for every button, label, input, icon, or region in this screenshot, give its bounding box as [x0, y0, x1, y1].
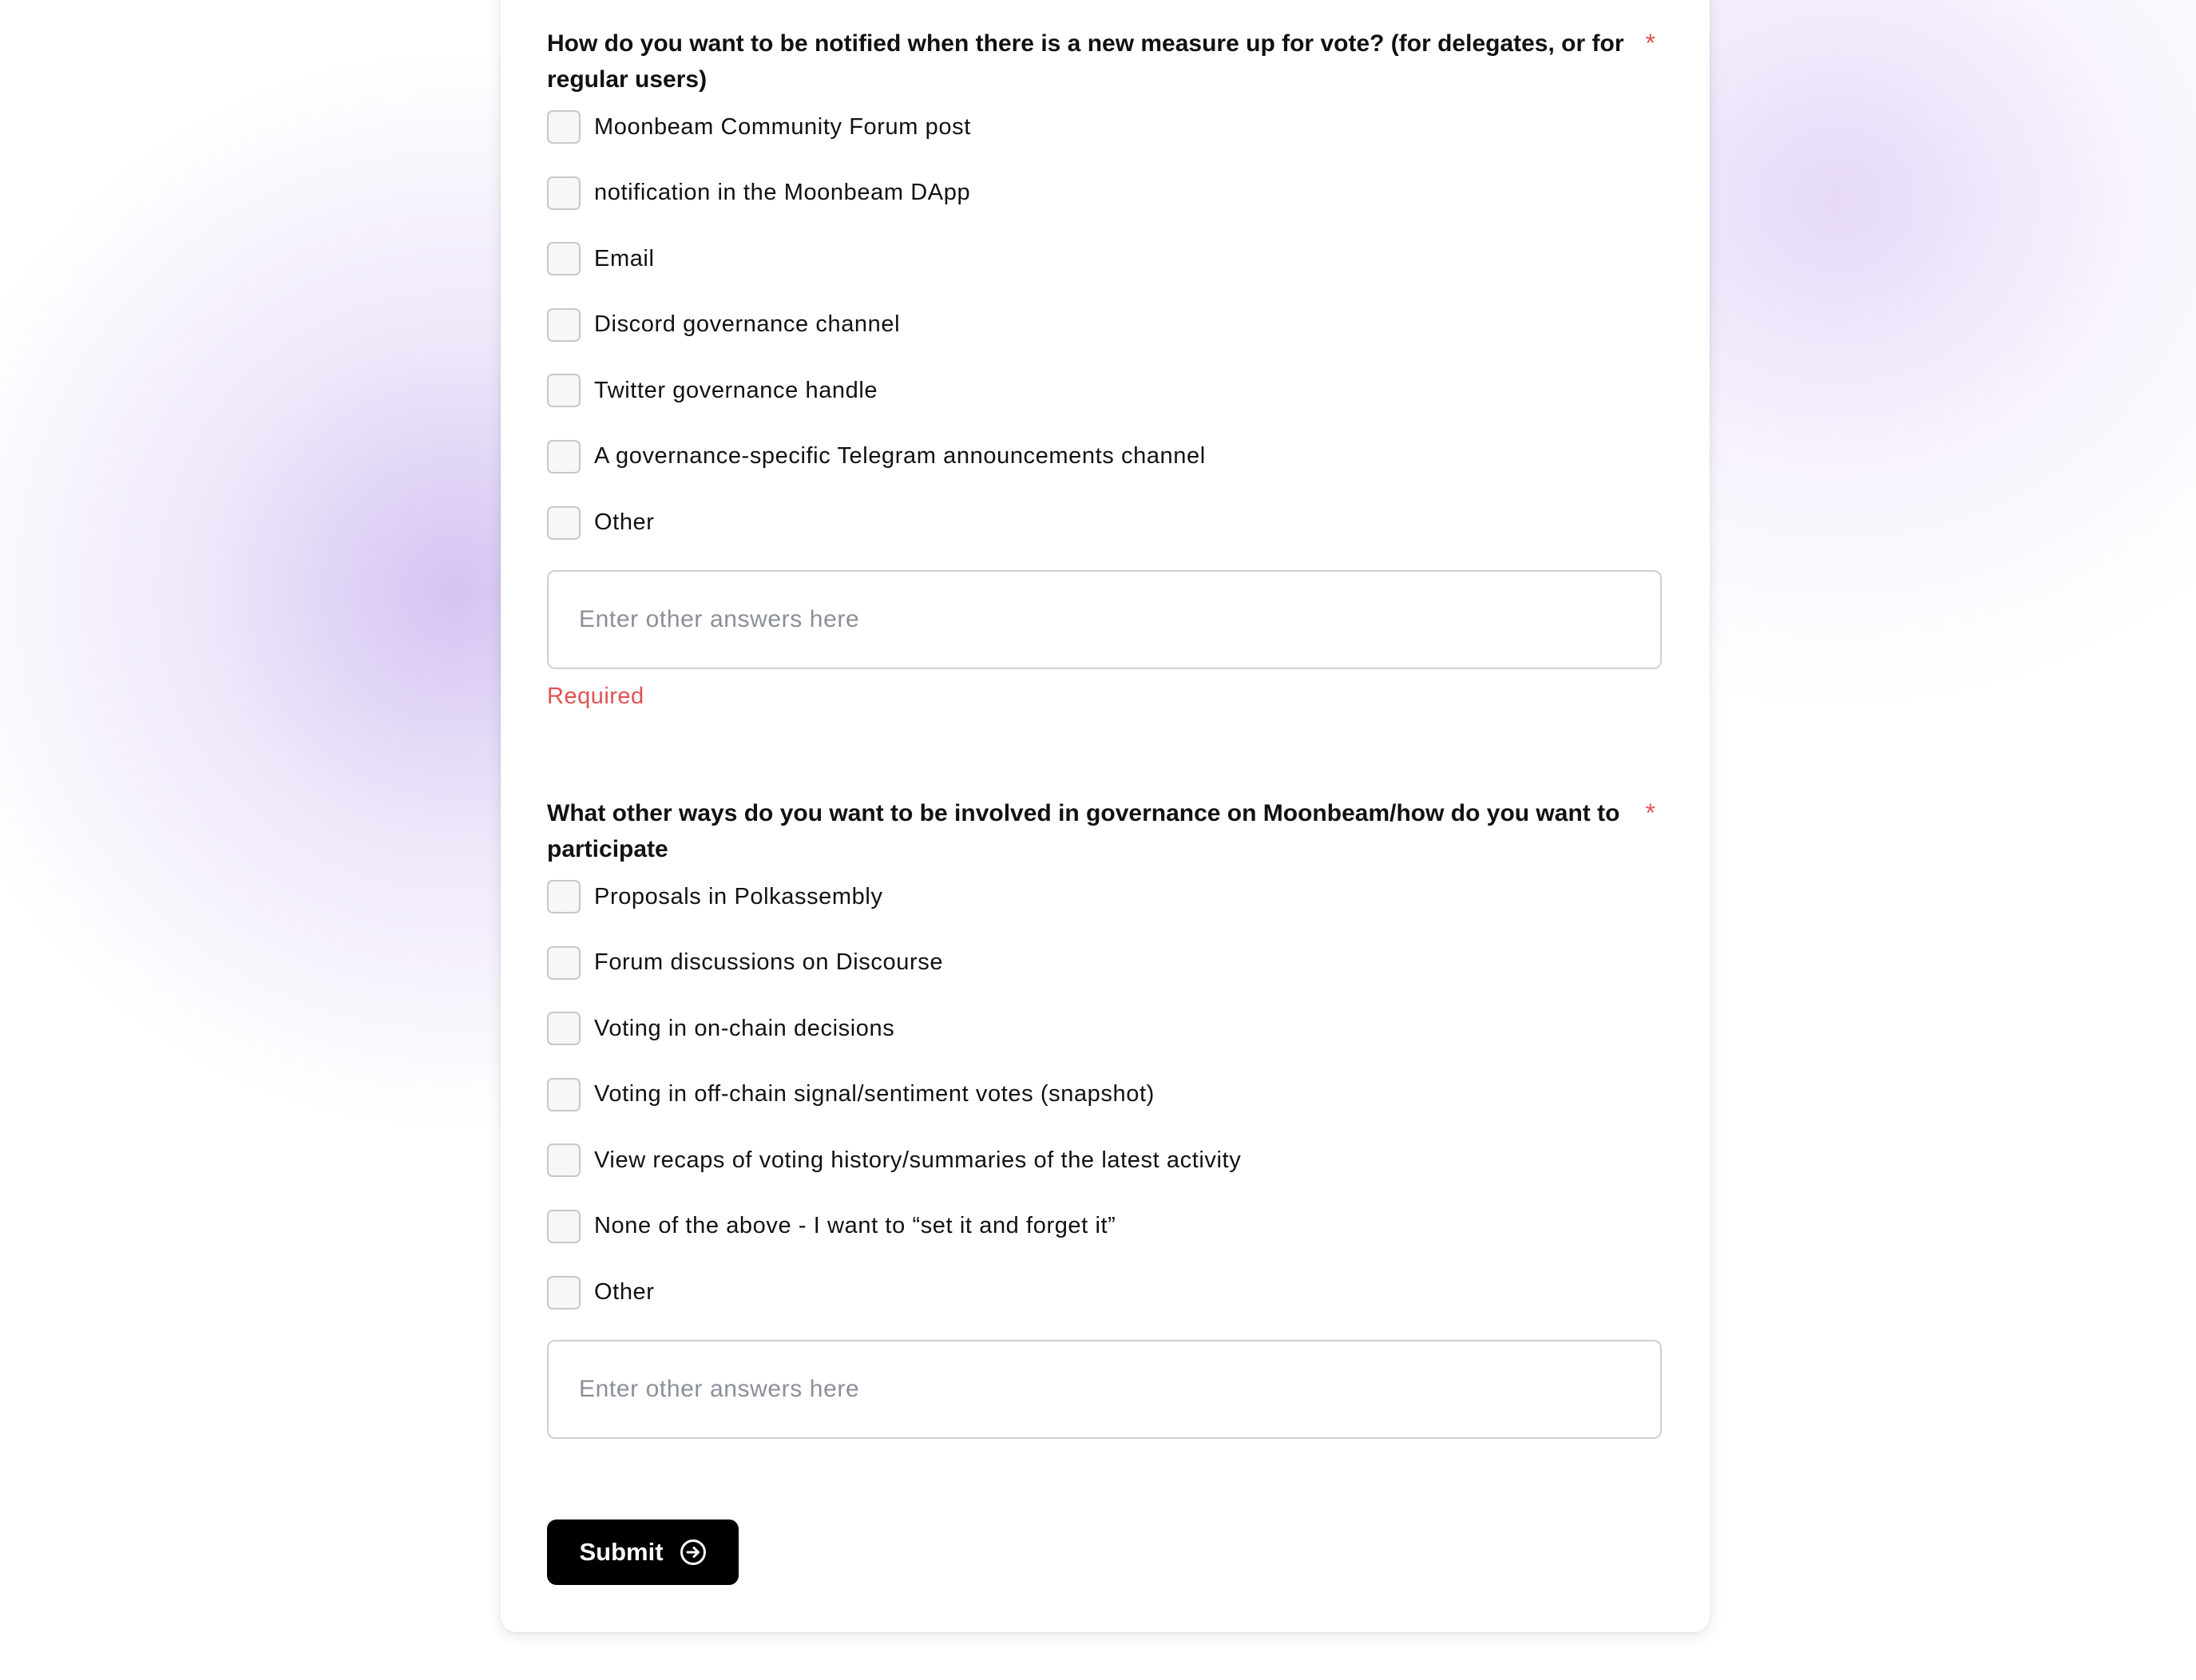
checkbox[interactable] [547, 440, 581, 473]
other-answers-input[interactable] [547, 570, 1662, 669]
checkbox-option[interactable] [547, 1208, 1662, 1245]
question-title: What other ways do you want to be involved in governance on Moonbeam/how do you want to participate [547, 800, 1620, 862]
checkbox[interactable] [547, 946, 581, 980]
checkbox[interactable] [547, 1012, 581, 1045]
required-error-message: Required [547, 683, 644, 710]
question-title: How do you want to be notified when there is a new measure up for vote? (for delegates, or for regular users) [547, 30, 1624, 93]
checkbox[interactable] [547, 1210, 581, 1243]
other-answers-input[interactable] [547, 1340, 1662, 1439]
arrow-circle-right-icon [680, 1539, 707, 1566]
submit-label: Submit [579, 1538, 664, 1566]
checkbox-group [547, 109, 1662, 541]
checkbox[interactable] [547, 308, 581, 342]
checkbox-option[interactable] [547, 878, 1662, 915]
submit-button[interactable] [547, 1520, 739, 1585]
checkbox-option[interactable] [547, 240, 1662, 277]
checkbox[interactable] [547, 242, 581, 275]
checkbox-label: Voting in on-chain decisions [594, 1015, 895, 1041]
checkbox-label: Proposals in Polkassembly [594, 883, 883, 909]
checkbox-label: Voting in off-chain signal/sentiment votes (snapshot) [594, 1081, 1155, 1107]
checkbox-label: Discord governance channel [594, 311, 901, 338]
checkbox-option[interactable] [547, 109, 1662, 145]
checkbox-option[interactable] [547, 438, 1662, 475]
question-header [547, 795, 1662, 867]
checkbox[interactable] [547, 1276, 581, 1310]
checkbox-label: notification in the Moonbeam DApp [594, 180, 971, 206]
checkbox-label: Other [594, 1279, 655, 1306]
checkbox-option-other[interactable] [547, 505, 1662, 541]
required-asterisk: * [1645, 29, 1655, 57]
checkbox-label: A governance-specific Telegram announcements channel [594, 443, 1206, 470]
checkbox[interactable] [547, 1143, 581, 1177]
checkbox-option-other[interactable] [547, 1274, 1662, 1311]
checkbox-label: Other [594, 509, 655, 536]
checkbox-label: None of the above - I want to “set it and forget it” [594, 1213, 1116, 1239]
checkbox-option[interactable] [547, 372, 1662, 409]
checkbox-label: View recaps of voting history/summaries of the latest activity [594, 1147, 1242, 1173]
checkbox-group [547, 878, 1662, 1311]
checkbox-label: Twitter governance handle [594, 377, 878, 403]
checkbox-option[interactable] [547, 1076, 1662, 1113]
checkbox-option[interactable] [547, 175, 1662, 212]
required-asterisk: * [1645, 798, 1655, 827]
checkbox[interactable] [547, 110, 581, 144]
checkbox[interactable] [547, 880, 581, 913]
checkbox-label: Moonbeam Community Forum post [594, 113, 971, 140]
checkbox[interactable] [547, 374, 581, 407]
checkbox[interactable] [547, 176, 581, 210]
checkbox-label: Email [594, 245, 655, 271]
checkbox[interactable] [547, 1078, 581, 1111]
checkbox-option[interactable] [547, 307, 1662, 343]
question-governance-involvement [547, 795, 1662, 1439]
question-notification-preference [547, 26, 1662, 710]
checkbox[interactable] [547, 506, 581, 540]
checkbox-option[interactable] [547, 1010, 1662, 1047]
checkbox-option[interactable] [547, 1142, 1662, 1179]
question-header [547, 26, 1662, 97]
checkbox-option[interactable] [547, 945, 1662, 981]
checkbox-label: Forum discussions on Discourse [594, 949, 944, 976]
